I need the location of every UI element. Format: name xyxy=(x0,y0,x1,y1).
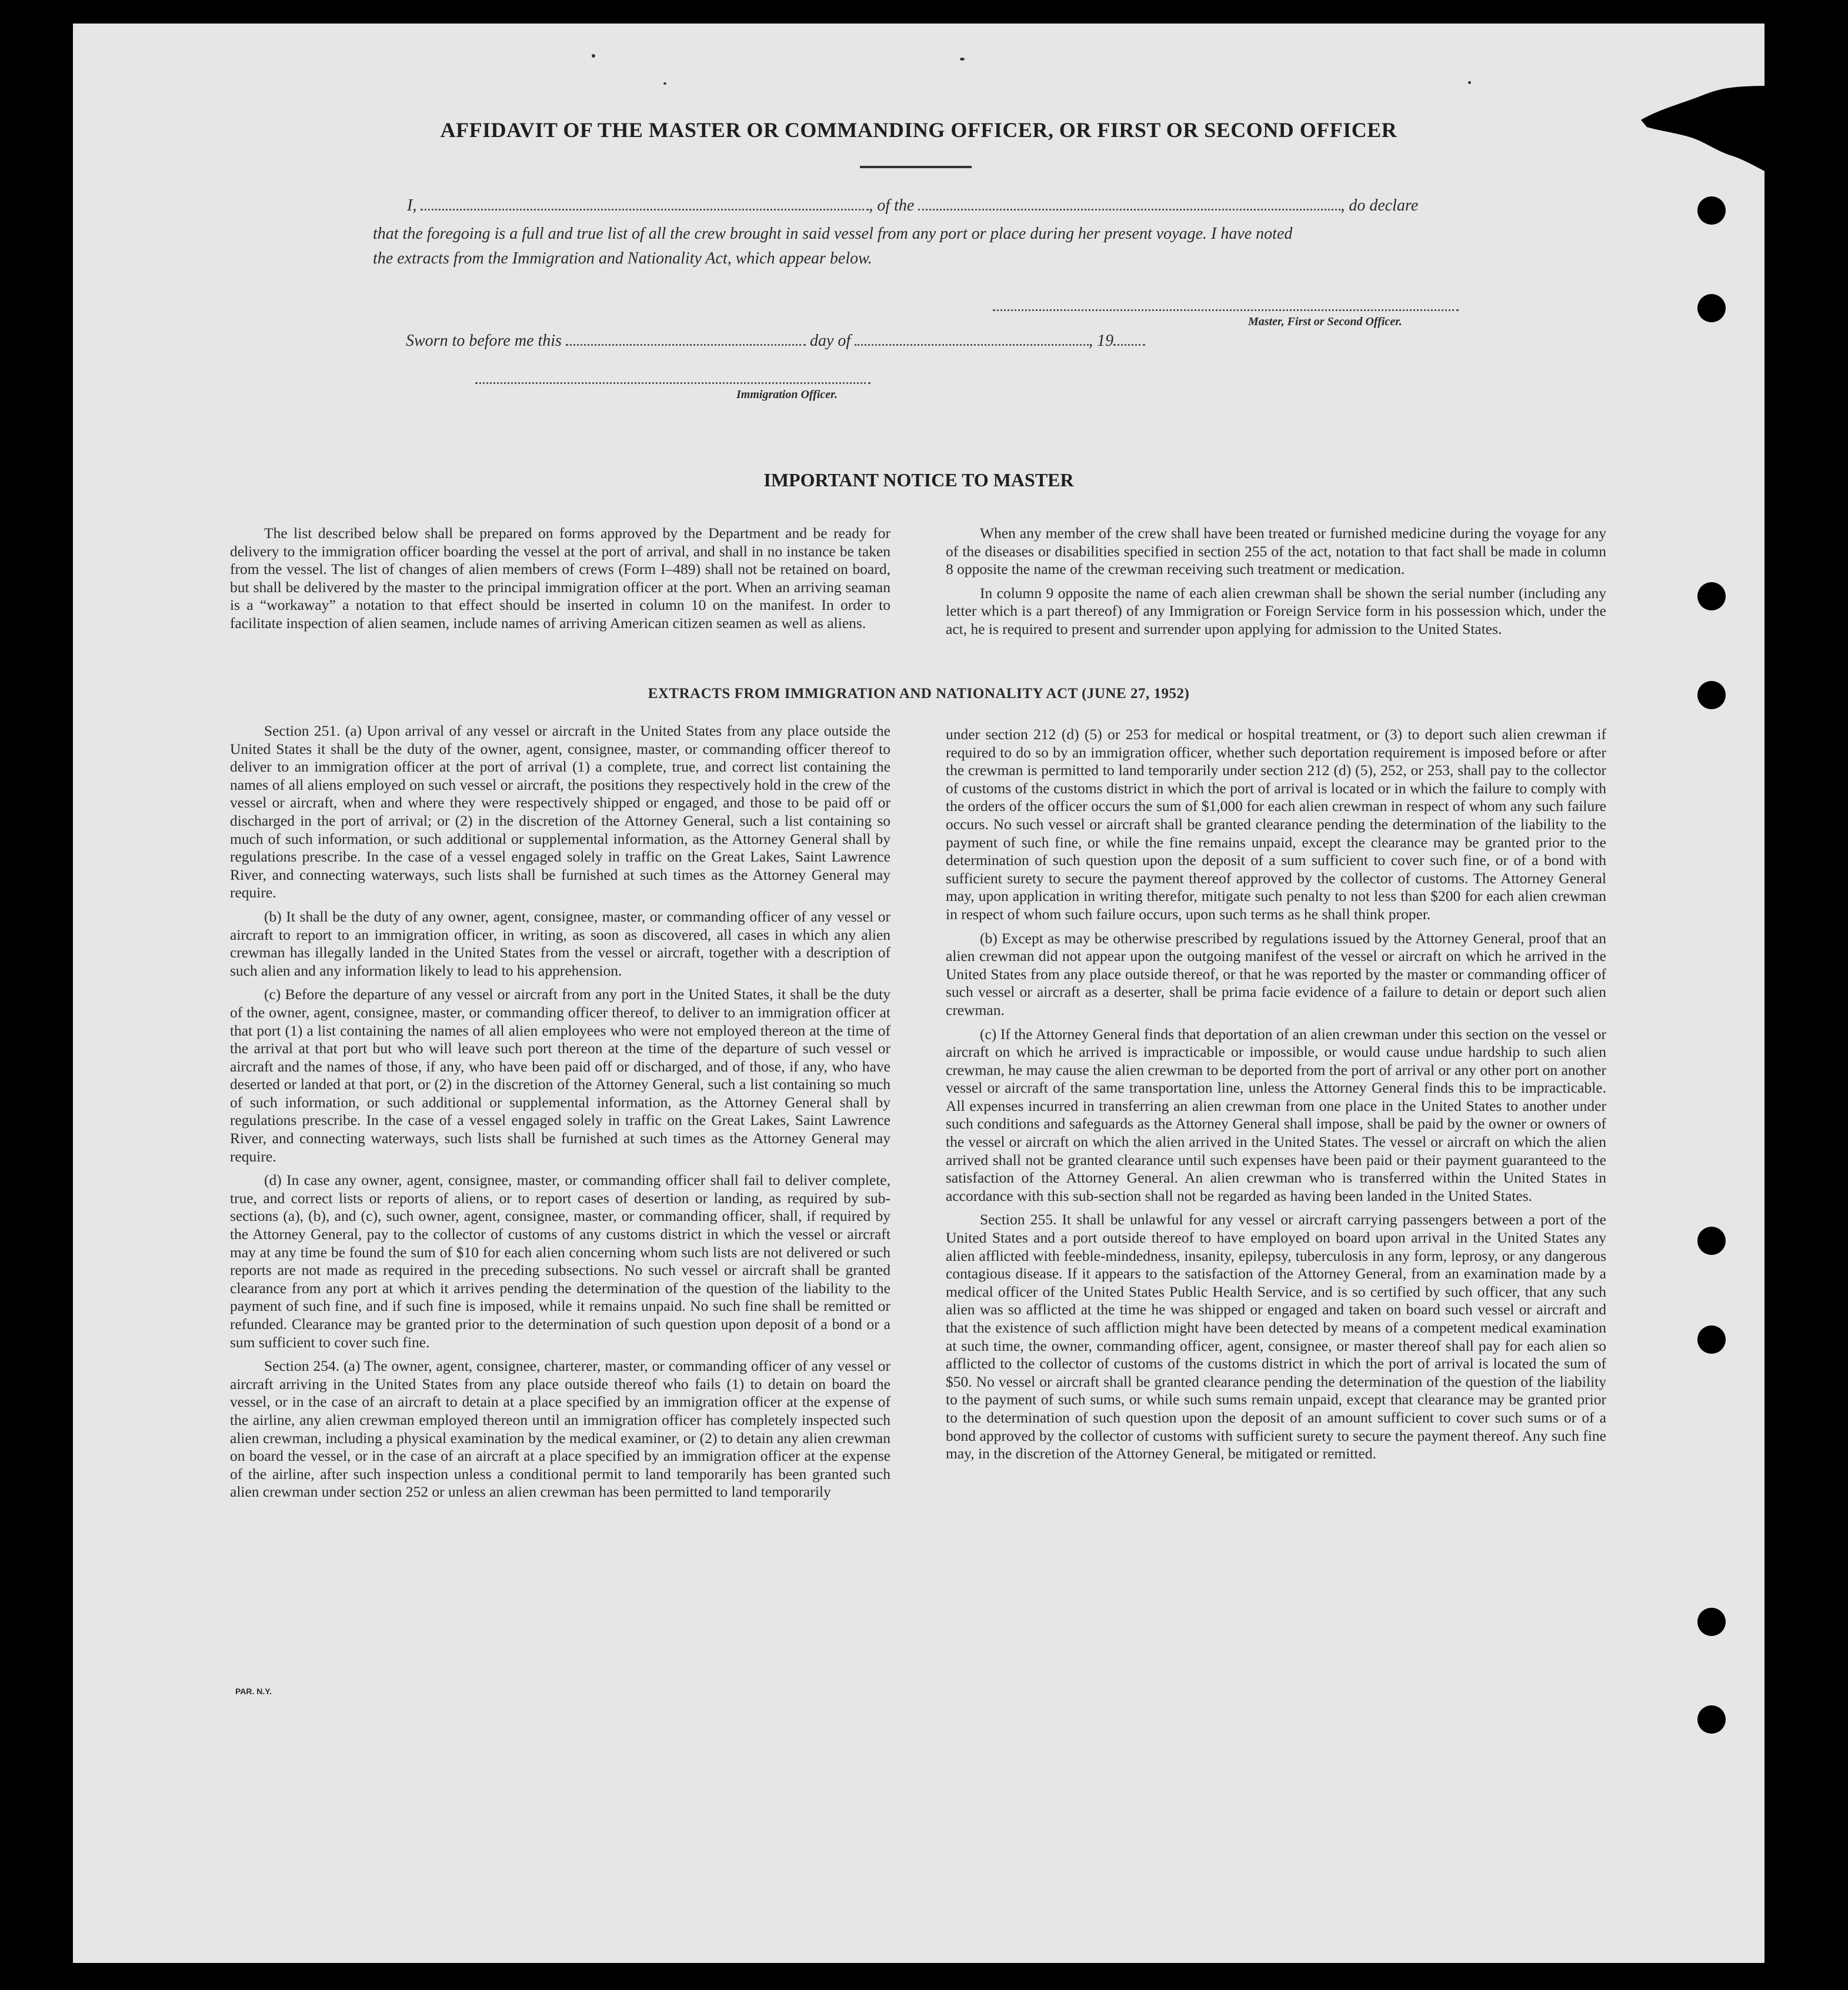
master-signature-caption: Master, First or Second Officer. xyxy=(1248,315,1402,328)
name-blank[interactable] xyxy=(421,198,869,211)
declaration-declare: , do declare xyxy=(1340,196,1419,215)
officer-signature-line[interactable] xyxy=(475,382,870,384)
declaration-line-2: that the foregoing is a full and true list of all the crew brought in said vessel from any port or place during her present voyage. I have noted xyxy=(373,225,1293,243)
binder-hole xyxy=(1697,582,1726,610)
sworn-year-blank[interactable] xyxy=(1113,333,1145,346)
extract-paragraph: Section 254. (a) The owner, agent, consignee, charterer, master, or commanding officer of any vessel or aircraft arriving in the United States from any place outside thereof who fails (1) to detain on board the vessel, or in the case of an aircraft to detain at a place specified by an immigration officer at the expense of the airline, any alien crewman employed thereon until an immigration officer has completely inspected such alien crewman, including a physical examination by the medical examiner, or (2) to detain any alien crewman on board the vessel, or in the case of an aircraft at a place specified by an immigration officer at the expense of the airline, after such inspection unless a conditional permit to land temporarily has been granted such alien crewman under section 252 or unless an alien crewman has been permitted to land temporarily xyxy=(230,1357,890,1501)
extract-paragraph: (b) Except as may be otherwise prescribed by regulations issued by the Attorney General, proof that an alien crewman did not appear upon the outgoing manifest of the vessel or aircraft on which he arrived in the United States from any place outside thereof, or that he was reported by the master or commanding officer of such vessel or aircraft as a deserter, shall be prima facie evidence of a failure to detain or deport such alien crewman. xyxy=(946,929,1606,1019)
print-code: PAR. N.Y. xyxy=(235,1687,272,1696)
notice-title: IMPORTANT NOTICE TO MASTER xyxy=(763,469,1074,490)
declaration-of-the: , of the xyxy=(869,196,915,215)
binder-hole xyxy=(1697,1608,1726,1636)
sworn-month-blank[interactable] xyxy=(855,333,1089,346)
extracts-title: EXTRACTS FROM IMMIGRATION AND NATIONALITY ACT (JUNE 27, 1952) xyxy=(648,686,1190,702)
sworn-day-blank[interactable] xyxy=(566,333,806,346)
extracts-left-column xyxy=(230,722,890,1507)
binder-hole xyxy=(1697,196,1726,225)
declaration-line-3: the extracts from the Immigration and Nationality Act, which appear below. xyxy=(373,249,872,268)
notice-paragraph: The list described below shall be prepared on forms approved by the Department and be ready for delivery to the immigration officer boarding the vessel at the port of arrival, and shall in no instance be taken from the vessel. The list of changes of alien members of crews (Form I–489) shall not be retained on board, but shall be delivered by the master to the principal immigration officer at the port. When an arriving seaman is a “workaway” a notation to that effect should be inserted in column 10 on the manifest. In order to facilitate inspection of alien seamen, include names of arriving American citizen seamen as well as aliens. xyxy=(230,525,890,632)
binder-hole xyxy=(1697,294,1726,322)
affidavit-title: AFFIDAVIT OF THE MASTER OR COMMANDING OFFICER, OR FIRST OR SECOND OFFICER xyxy=(440,118,1397,142)
title-rule xyxy=(860,166,972,168)
notice-left-column xyxy=(230,525,890,639)
extract-paragraph: Section 255. It shall be unlawful for any vessel or aircraft carrying passengers between a port of the United States and a port outside thereof to have employed on board upon arrival in the United States any alien afflicted with feeble-mindedness, insanity, epilepsy, tuberculosis in any form, leprosy, or any dangerous contagious disease. If it appears to the satisfaction of the Attorney General, from an examination made by a medical officer of the United States Public Health Service, and is so certified by such officer, that any such alien was so afflicted at the time he was shipped or engaged and taken on board such vessel or aircraft and that the existence of such affliction might have been detected by means of a competent medical examination at such time, the owner, commanding officer, agent, consignee, or master thereof shall pay for each alien so afflicted to the collector of customs of the customs district in which the port of arrival is located the sum of $50. No vessel or aircraft shall be granted clearance pending the determination of the question of the liability to the payment of such sums, or while such sums remain unpaid, except that clearance may be granted prior to the determination of such question upon the deposit of an amount sufficient to cover such sums or of a bond approved by the collector of customs with sufficient surety to secure the payment thereof. Any such fine may, in the discretion of the Attorney General, be mitigated or remitted. xyxy=(946,1211,1606,1463)
extract-paragraph: (c) If the Attorney General finds that deportation of an alien crewman under this section on the vessel or aircraft on which he arrived is impracticable or impossible, or would cause undue hardship to such alien crewman, he may cause the alien crewman to be deported from the port of arrival or any other port on another vessel or aircraft of the same transportation line, unless the Attorney General finds this to be impracticable. All expenses incurred in transferring an alien crewman from one place in the United States to another under such conditions and safeguards as the Attorney General shall impose, shall be paid by the owner or owners of the vessel or aircraft on which the alien arrived in the United States. The vessel or aircraft on which the alien arrived shall not be granted clearance until such expenses have been paid or their payment guaranteed to the satisfaction of the Attorney General. An alien crewman who is transferred within the United States in accordance with this sub-section shall not be regarded as having been landed in the United States. xyxy=(946,1025,1606,1204)
notice-paragraph: In column 9 opposite the name of each alien crewman shall be shown the serial number (including any letter which is a part thereof) of any Immigration or Foreign Service form in his possession which, under the act, he is required to present and surrender upon applying for admission to the United States. xyxy=(946,584,1606,637)
sworn-line xyxy=(406,332,1145,350)
document-page xyxy=(73,24,1764,1963)
declaration-line-1 xyxy=(407,196,1418,215)
master-signature-line[interactable] xyxy=(993,309,1459,311)
scan-speck xyxy=(1468,81,1471,84)
scan-speck xyxy=(663,82,666,85)
extract-paragraph: Section 251. (a) Upon arrival of any vessel or aircraft in the United States from any place outside the United States it shall be the duty of the owner, agent, consignee, master, or commanding officer thereof to deliver to an immigration officer at the port of arrival (1) a complete, true, and correct list containing the names of all aliens employed on such vessel or aircraft, the positions they respectively hold in the crew of the vessel or aircraft, when and where they were respectively shipped or engaged, and those to be paid off or discharged in the port of arrival; or (2) in the discretion of the Attorney General, such a list containing so much of such information, or such additional or supplemental information, as the Attorney General shall by regulations prescribe. In the case of a vessel engaged solely in traffic on the Great Lakes, Saint Lawrence River, and connecting waterways, such lists shall be furnished at such times as the Attorney General may require. xyxy=(230,722,890,901)
notice-right-column xyxy=(946,525,1606,645)
notice-paragraph: When any member of the crew shall have been treated or furnished medicine during the voyage for any of the diseases or disabilities specified in section 255 of the act, notation to that fact shall be made in column 8 opposite the name of the crewman receiving such treatment or medication. xyxy=(946,525,1606,578)
sworn-day-of: day of xyxy=(809,332,851,350)
extract-paragraph: (c) Before the departure of any vessel or aircraft from any port in the United States, it shall be the duty of the owner, agent, consignee, master, or commanding officer thereof, to deliver to an immigration officer at that port (1) a list containing the names of all alien employees who were not employed thereon at the time of the arrival at that port but who will leave such port thereon at the time of the departure of such vessel or aircraft and the names of those, if any, who have been paid off or discharged, and of those, if any, who have deserted or landed at that port, or (2) in the discretion of the Attorney General, such a list containing so much of such information, or such additional or supplemental information, as the Attorney General shall by regulations prescribe. In the case of a vessel engaged solely in traffic on the Great Lakes, Saint Lawrence River, and connecting waterways, such lists shall be furnished at such times as the Attorney General may require. xyxy=(230,986,890,1165)
scan-speck xyxy=(592,54,595,58)
extract-paragraph: under section 212 (d) (5) or 253 for medical or hospital treatment, or (3) to deport such alien crewman if required to do so by an immigration officer, whether such deportation requirement is imposed before or after the crewman is permitted to land temporarily under section 212 (d) (5), 252, or 253, shall pay to the collector of customs of the customs district in which the port of arrival is located or in which the failure to comply with the orders of the officer occurs the sum of $1,000 for each alien crewman in respect of whom any such failure occurs. No such vessel or aircraft shall be granted clearance pending the determination of the liability to the payment of such fine, or while the fine remains unpaid, except the clearance may be granted prior to the determination of such question upon the deposit of a sum sufficient to cover such fine, or of a bond with sufficient surety to secure the payment thereof approved by the collector of customs. The Attorney General may, upon application in writing therefor, mitigate such penalty to not less than $200 for each alien crewman in respect of whom such failure occurs, upon such terms as he shall think proper. xyxy=(946,726,1606,923)
declaration-i: I, xyxy=(407,196,417,215)
extracts-right-column xyxy=(946,726,1606,1469)
officer-signature-caption: Immigration Officer. xyxy=(736,388,838,401)
binder-hole xyxy=(1697,1227,1726,1255)
extract-paragraph: (d) In case any owner, agent, consignee, master, or commanding officer shall fail to deliver complete, true, and correct lists or reports of aliens, or to report cases of desertion or landing, as required by sub-sections (a), (b), and (c), such owner, agent, consignee, master, or commanding officer, shall, if required by the Attorney General, pay to the collector of customs of any customs district in which the vessel or aircraft may at any time be found the sum of $10 for each alien concerning whom such lists are not delivered or such reports are not made as required in the preceding subsections. No such vessel or aircraft shall be granted clearance from any port at which it arrives pending the determination of the question of the liability to the payment of such fine, and if such fine is imposed, while it remains unpaid. No such fine shall be remitted or refunded. Clearance may be granted prior to the determination of such question upon deposit of a bond or a sum sufficient to cover such fine. xyxy=(230,1171,890,1351)
scan-speck xyxy=(960,58,965,61)
sworn-year: , 19 xyxy=(1089,332,1114,350)
binder-hole xyxy=(1697,1325,1726,1354)
torn-corner xyxy=(1641,86,1770,174)
binder-hole xyxy=(1697,1705,1726,1734)
binder-hole xyxy=(1697,681,1726,709)
sworn-prefix: Sworn to before me this xyxy=(406,332,562,350)
vessel-blank[interactable] xyxy=(918,198,1340,211)
extract-paragraph: (b) It shall be the duty of any owner, agent, consignee, master, or commanding officer of any vessel or aircraft to report to an immigration officer, in writing, as soon as discovered, all cases in which any alien crewman has illegally landed in the United States from the vessel or aircraft, together with a description of such alien and any information likely to lead to his apprehension. xyxy=(230,907,890,979)
